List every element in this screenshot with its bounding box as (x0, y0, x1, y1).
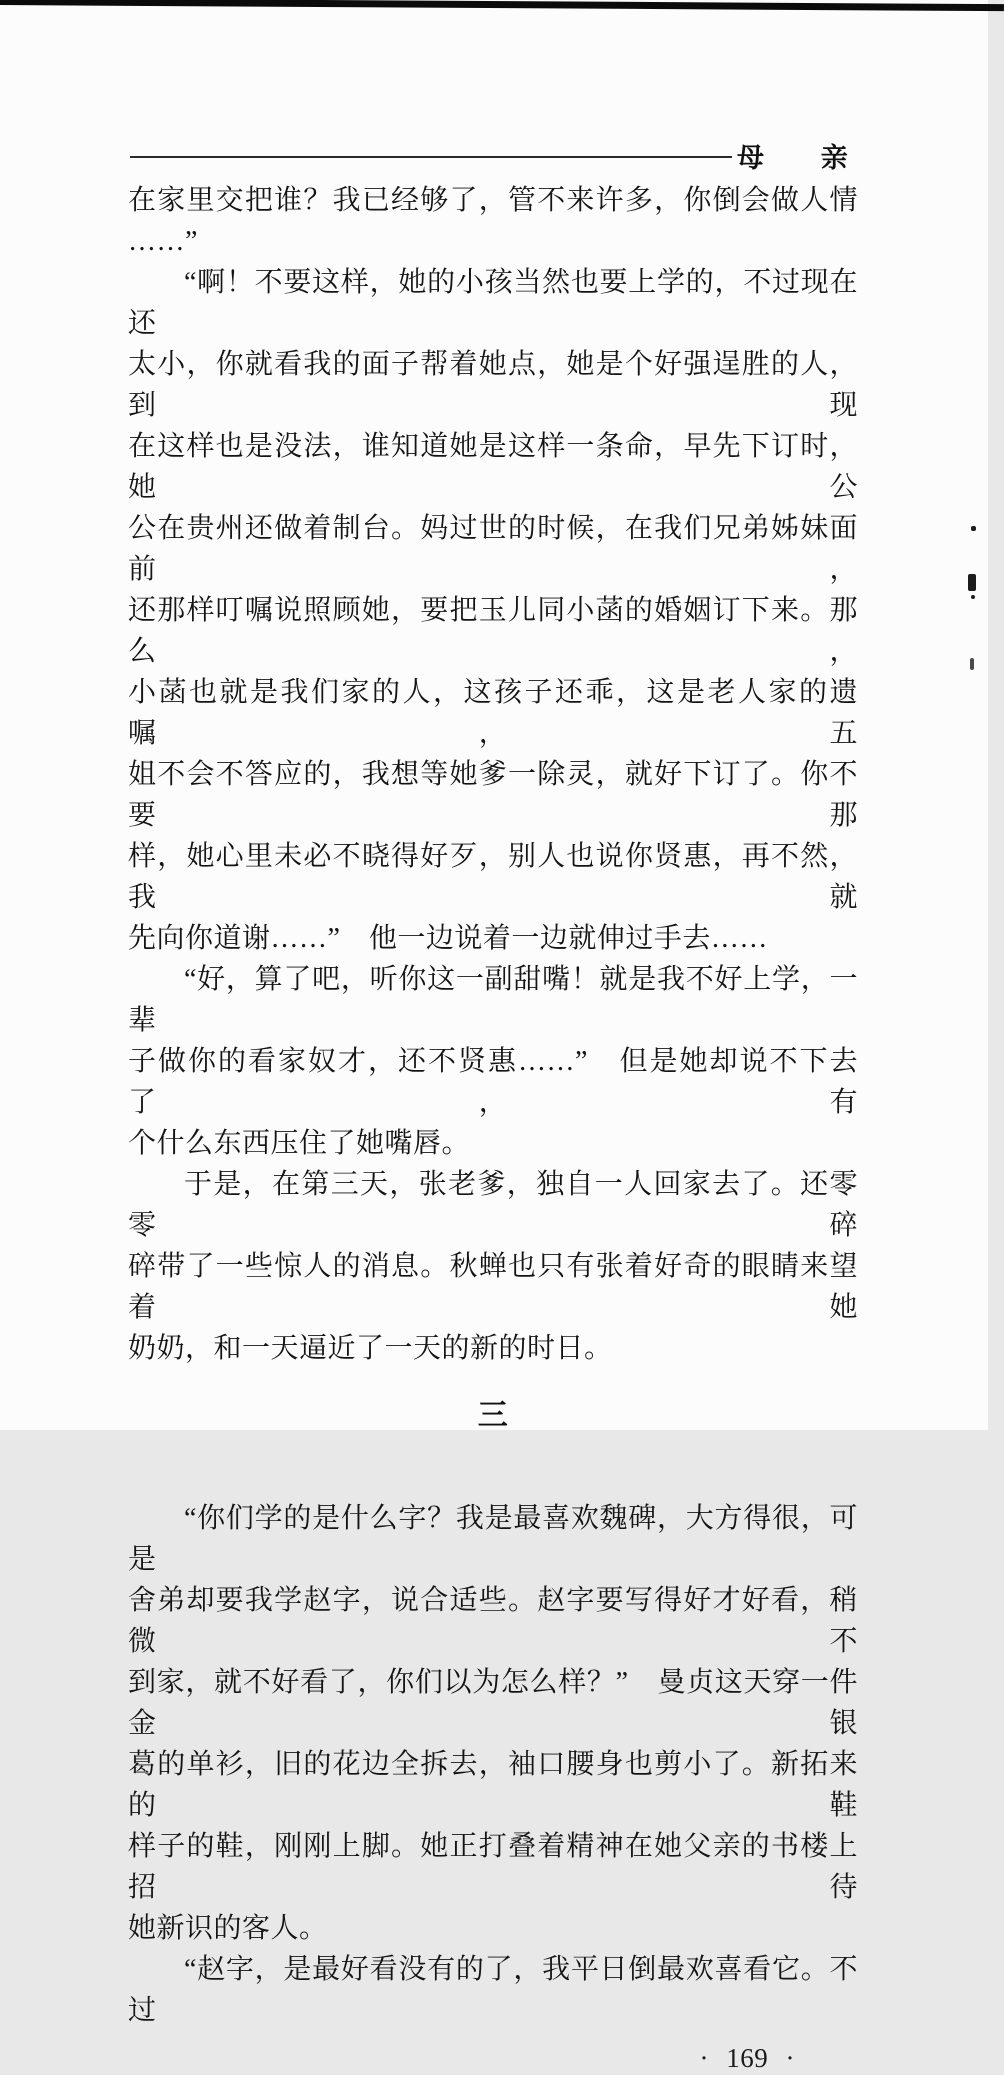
running-title: 母 亲 (737, 143, 849, 173)
scan-edge-artifact (0, 0, 1004, 11)
text-line: 奶奶，和一天逼近了一天的新的时日。 (128, 1333, 613, 1364)
scan-speck-4 (970, 658, 974, 670)
text-line: 在家里交把谁？我已经够了，管不来许多，你倒会做人情 (128, 185, 858, 216)
text-block (128, 180, 858, 2075)
text-line: 于是，在第三天，张老爹，独自一人回家去了。还零零碎 (128, 1169, 858, 1241)
text-line: 舍弟却要我学赵字，说合适些。赵字要写得好才好看，稍微不 (128, 1585, 858, 1657)
scan-speck-1 (971, 526, 976, 531)
text-line: ……” (128, 226, 198, 257)
text-line: “好，算了吧，听你这一副甜嘴！就是我不好上学，一辈 (128, 964, 858, 1036)
text-line: 碎带了一些惊人的消息。秋蝉也只有张着好奇的眼睛来望着她 (128, 1251, 858, 1323)
text-line: “赵字，是最好看没有的了，我平日倒最欢喜看它。不过 (128, 1954, 858, 2026)
text-line: 姐不会不答应的，我想等她爹一除灵，就好下订了。你不要那 (128, 759, 858, 831)
section-heading: 三 (477, 1399, 509, 1432)
text-line: 样，她心里未必不晓得好歹，别人也说你贤惠，再不然，我就 (128, 841, 858, 913)
text-line: 样子的鞋，刚刚上脚。她正打叠着精神在她父亲的书楼上招待 (128, 1831, 858, 1903)
scan-speck-2 (968, 574, 976, 591)
text-line: “你们学的是什么字？我是最喜欢魏碑，大方得很，可是 (128, 1503, 858, 1575)
text-line: “啊！不要这样，她的小孩当然也要上学的，不过现在还 (128, 267, 858, 339)
text-line: 先向你道谢……” 他一边说着一边就伸过手去…… (128, 923, 768, 954)
scan-speck-3 (971, 595, 975, 599)
text-line: 子做你的看家奴才，还不贤惠……” 但是她却说不下去了，有 (128, 1046, 858, 1118)
text-line: 公在贵州还做着制台。妈过世的时候，在我们兄弟姊妹面前， (128, 513, 858, 585)
page-number: · 169 · (699, 2043, 795, 2073)
text-line: 葛的单衫，旧的花边全拆去，袖口腰身也剪小了。新拓来的鞋 (128, 1749, 858, 1821)
header-rule (130, 156, 732, 158)
text-line: 个什么东西压住了她嘴唇。 (128, 1128, 471, 1159)
text-line: 太小，你就看我的面子帮着她点，她是个好强逞胜的人，到现 (128, 349, 858, 421)
text-line: 在这样也是没法，谁知道她是这样一条命，早先下订时，她公 (128, 431, 858, 503)
text-line: 小菡也就是我们家的人，这孩子还乖，这是老人家的遗嘱，五 (128, 677, 858, 749)
text-line: 到家，就不好看了，你们以为怎么样？” 曼贞这天穿一件金银 (128, 1667, 858, 1739)
text-line: 还那样叮嘱说照顾她，要把玉儿同小菡的婚姻订下来。那么， (128, 595, 858, 667)
text-line: 她新识的客人。 (128, 1913, 328, 1944)
